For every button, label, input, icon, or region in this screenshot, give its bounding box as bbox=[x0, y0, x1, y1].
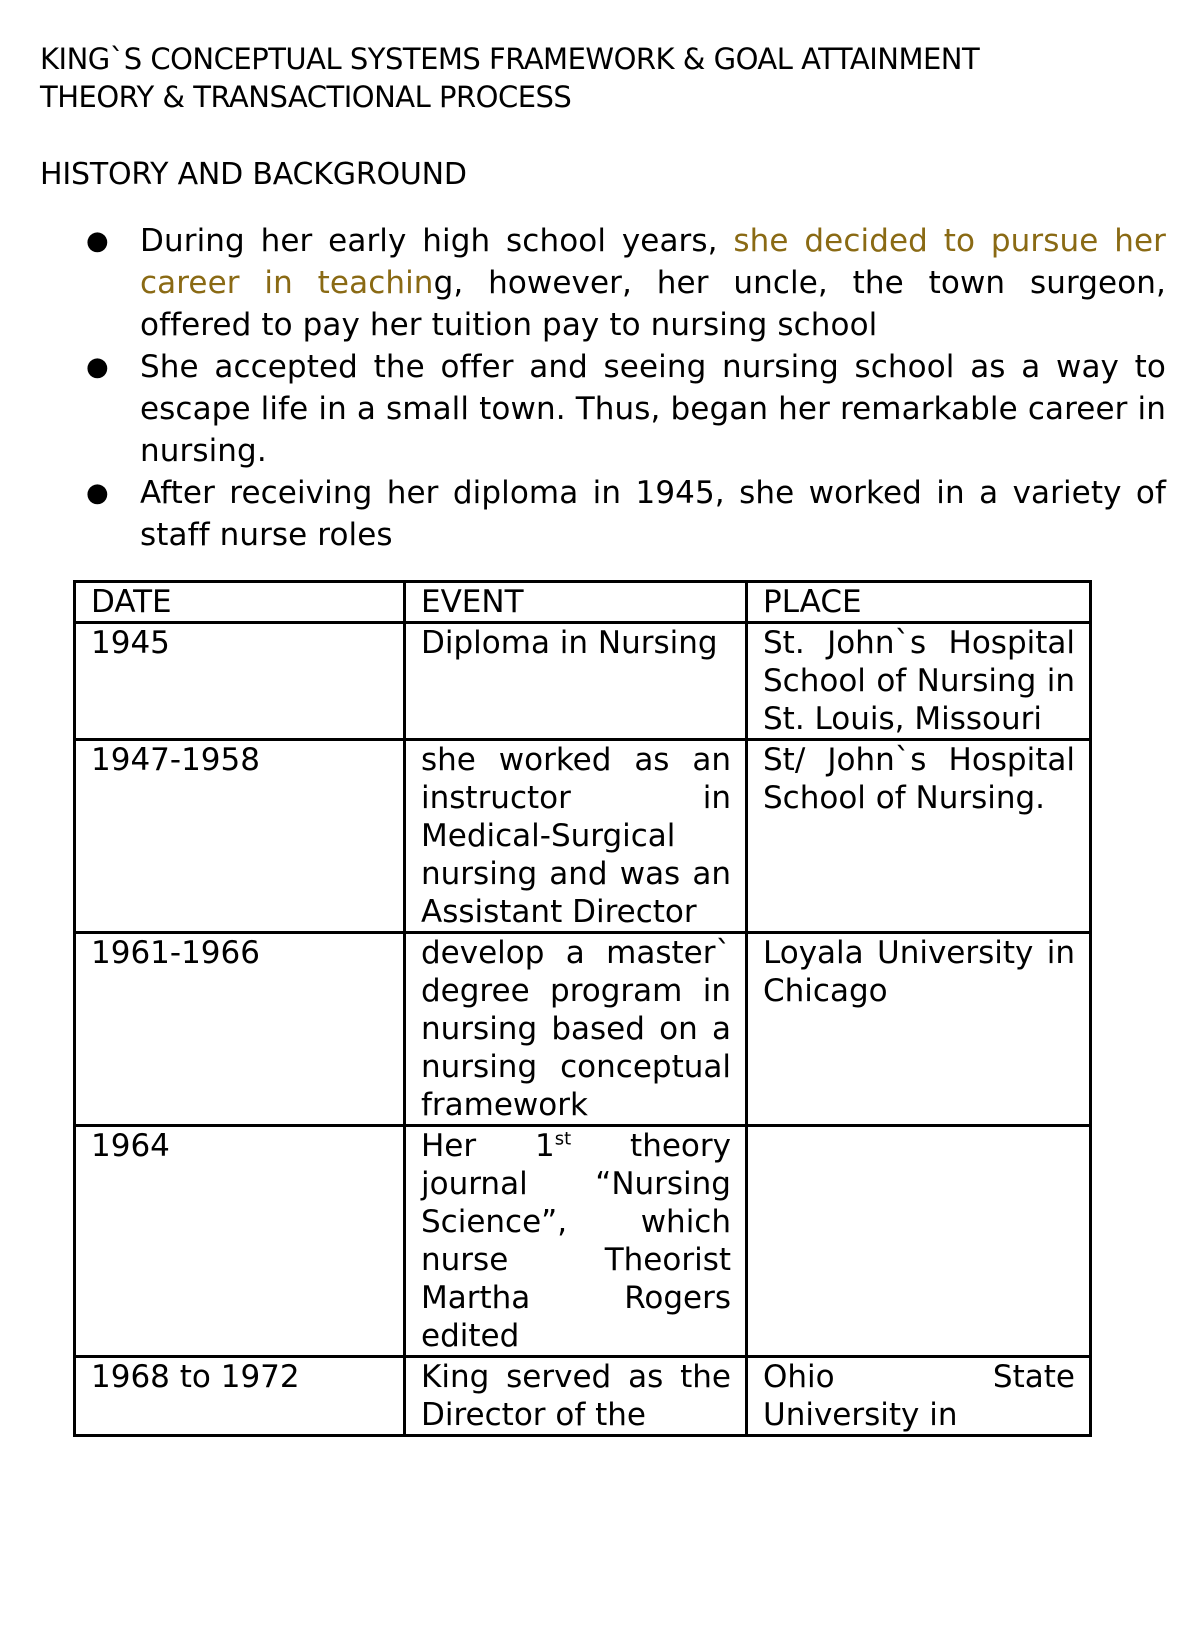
cell-date: 1968 to 1972 bbox=[75, 1357, 405, 1436]
bullet-text-start: During her early high school years, bbox=[140, 223, 734, 259]
cell-place bbox=[747, 1126, 1091, 1357]
table-row bbox=[75, 933, 1091, 1126]
cell-date: 1947-1958 bbox=[75, 740, 405, 933]
cell-event-start: Her 1 bbox=[421, 1128, 555, 1164]
bullet-item bbox=[86, 220, 1166, 346]
bullet-list bbox=[86, 220, 1166, 556]
bullet-dot-icon: ● bbox=[86, 352, 109, 382]
cell-date: 1961-1966 bbox=[75, 933, 405, 1126]
header-date: DATE bbox=[75, 582, 405, 623]
cell-date: 1964 bbox=[75, 1126, 405, 1357]
highlighted-text: she decided to pursue her career in teachin bbox=[140, 223, 1166, 301]
ordinal-superscript: st bbox=[554, 1128, 572, 1150]
table-row bbox=[75, 1126, 1091, 1357]
header-place: PLACE bbox=[747, 582, 1091, 623]
cell-place: St. John`s Hospital School of Nursing in St. Louis, Missouri bbox=[747, 623, 1091, 740]
bullet-text-end: g, however, her uncle, the town surgeon, offered to pay her tuition pay to nursing school bbox=[140, 265, 1166, 343]
section-heading: HISTORY AND BACKGROUND bbox=[40, 157, 467, 192]
cell-date: 1945 bbox=[75, 623, 405, 740]
cell-place: Ohio State University in bbox=[747, 1357, 1091, 1436]
cell-place: Loyala University in Chicago bbox=[747, 933, 1091, 1126]
header-event: EVENT bbox=[405, 582, 747, 623]
bullet-text: She accepted the offer and seeing nursing school as a way to escape life in a small town. Thus, began her remarkable career in nursing. bbox=[140, 349, 1166, 469]
cell-place: St/ John`s Hospital School of Nursing. bbox=[747, 740, 1091, 933]
cell-event-end: theory journal “Nursing Science”, which nurse Theorist Martha Rogers edited bbox=[421, 1128, 731, 1354]
document-title bbox=[40, 40, 1120, 116]
document-title-line-1: KING`S CONCEPTUAL SYSTEMS FRAMEWORK & GOAL ATTAINMENT bbox=[40, 42, 980, 76]
table-row bbox=[75, 1357, 1091, 1436]
bullet-dot-icon: ● bbox=[86, 226, 109, 256]
cell-event: Diploma in Nursing bbox=[405, 623, 747, 740]
document-title-line-2: THEORY & TRANSACTIONAL PROCESS bbox=[40, 80, 572, 114]
table-row bbox=[75, 623, 1091, 740]
table-row bbox=[75, 740, 1091, 933]
bullet-item bbox=[86, 346, 1166, 472]
cell-event: develop a master` degree program in nursing based on a nursing conceptual framework bbox=[405, 933, 747, 1126]
cell-event: King served as the Director of the bbox=[405, 1357, 747, 1436]
bullet-dot-icon: ● bbox=[86, 478, 109, 508]
bullet-text: After receiving her diploma in 1945, she worked in a variety of staff nurse roles bbox=[140, 475, 1166, 553]
timeline-table bbox=[73, 580, 1092, 1437]
cell-event bbox=[405, 1126, 747, 1357]
table-header-row bbox=[75, 582, 1091, 623]
cell-event: she worked as an instructor in Medical-Surgical nursing and was an Assistant Director bbox=[405, 740, 747, 933]
bullet-item bbox=[86, 472, 1166, 556]
